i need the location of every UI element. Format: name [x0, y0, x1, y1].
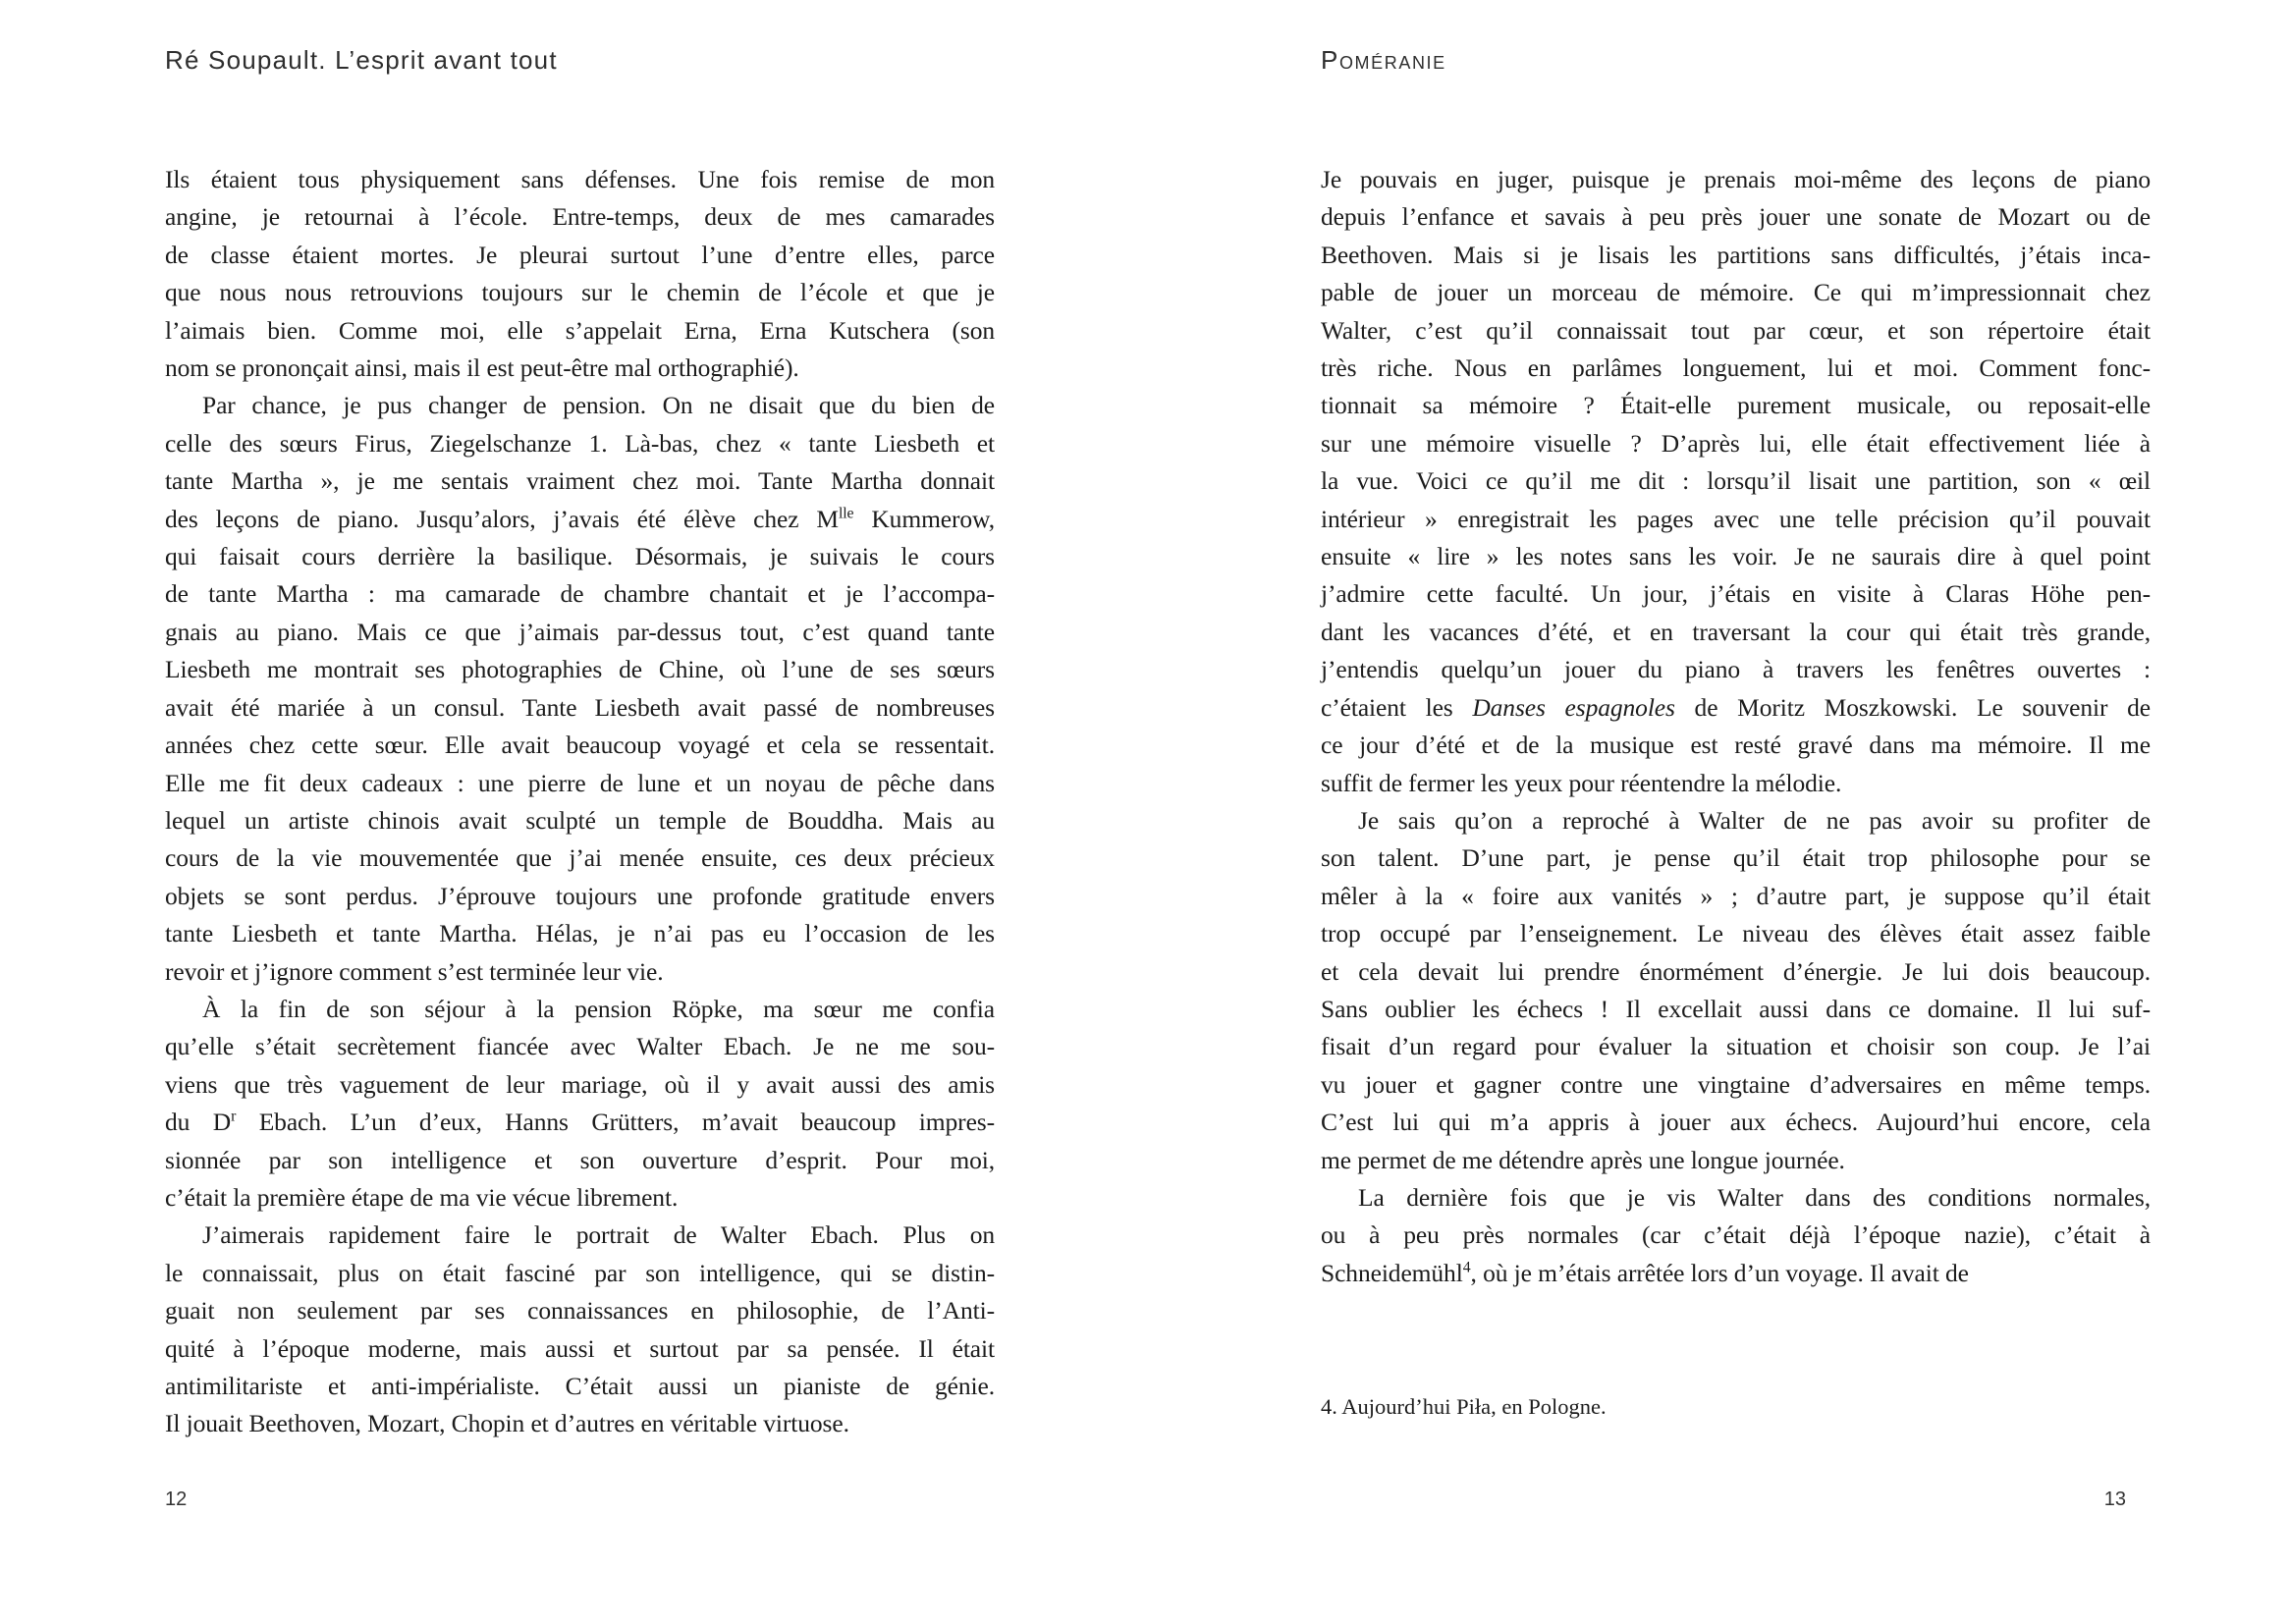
text-line: j’admire cette faculté. Un jour, j’étais en visite à Claras Höhe pen- — [1321, 579, 2151, 609]
text-line: Sans oublier les échecs ! Il excellait aussi dans ce domaine. Il lui suf- — [1321, 994, 2151, 1023]
text-line: intérieur » enregistrait les pages avec une telle précision qu’il pouvait — [1321, 504, 2151, 533]
text-line: la vue. Voici ce qu’il me dit : lorsqu’il lisait une partition, son « œil — [1321, 466, 2151, 496]
text-line: l’aimais bien. Comme moi, elle s’appelait Erna, Erna Kutschera (son — [165, 315, 995, 345]
text-line: tante Liesbeth et tante Martha. Hélas, je n’ai pas eu l’occasion de les — [165, 919, 995, 948]
text-line: angine, je retournai à l’école. Entre-temps, deux de mes camarades — [165, 202, 995, 232]
text-line: très riche. Nous en parlâmes longuement, lui et moi. Comment fonc- — [1321, 353, 2151, 383]
text-line: Liesbeth me montrait ses photographies de Chine, où l’une de ses sœurs — [165, 655, 995, 684]
text-line: depuis l’enfance et savais à peu près jouer une sonate de Mozart ou de — [1321, 202, 2151, 232]
text-line: avait été mariée à un consul. Tante Liesbeth avait passé de nombreuses — [165, 692, 995, 722]
text-line: c’étaient les Danses espagnoles de Moritz Moszkowski. Le souvenir de — [1321, 692, 2151, 722]
text-line: tante Martha », je me sentais vraiment chez moi. Tante Martha donnait — [165, 466, 995, 496]
text-line: vu jouer et gagner contre une vingtaine d’adversaires en même temps. — [1321, 1069, 2151, 1099]
text-line: ou à peu près normales (car c’était déjà l’époque nazie), c’était à — [1321, 1220, 2151, 1250]
text-line: que nous nous retrouvions toujours sur le chemin de l’école et que je — [165, 278, 995, 307]
text-line: Par chance, je pus changer de pension. On ne disait que du bien de — [202, 391, 995, 420]
text-line: ensuite « lire » les notes sans les voir. Je ne saurais dire à quel point — [1321, 542, 2151, 571]
text-line: qu’elle s’était secrètement fiancée avec Walter Ebach. Je ne me sou- — [165, 1032, 995, 1061]
text-line: objets se sont perdus. J’éprouve toujours une profonde gratitude envers — [165, 881, 995, 910]
text-line: dant les vacances d’été, et en traversant la cour qui était très grande, — [1321, 617, 2151, 646]
right-page-number: 13 — [2103, 1489, 2126, 1510]
left-running-header: Ré Soupault. L’esprit avant tout — [165, 45, 558, 75]
text-line: Beethoven. Mais si je lisais les partitions sans difficultés, j’étais inca- — [1321, 240, 2151, 269]
text-line: pable de jouer un morceau de mémoire. Ce qui m’impressionnait chez — [1321, 278, 2151, 307]
text-line: antimilitariste et anti-impérialiste. C’était aussi un pianiste de génie. — [165, 1372, 995, 1400]
text-line: de classe étaient mortes. Je pleurai surtout l’une d’entre elles, parce — [165, 240, 995, 269]
text-line: sur une mémoire visuelle ? D’après lui, elle était effectivement liée à — [1321, 428, 2151, 458]
text-line: C’est lui qui m’a appris à jouer aux échecs. Aujourd’hui encore, cela — [1321, 1108, 2151, 1137]
text-line: cours de la vie mouvementée que j’ai menée ensuite, ces deux précieux — [165, 843, 995, 873]
text-line: À la fin de son séjour à la pension Röpke, ma sœur me confia — [202, 994, 995, 1023]
paragraph — [1321, 802, 2151, 1179]
paragraph — [165, 1217, 995, 1442]
text-line: guait non seulement par ses connaissances en philosophie, de l’Anti- — [165, 1296, 995, 1326]
paragraph — [1321, 1179, 2151, 1292]
text-line: du $D^r$ Ebach. L’un d’eux, Hanns Grütters, m’avait beaucoup impres- — [165, 1108, 996, 1137]
text-line: son talent. D’une part, je pense qu’il était trop philosophe pour se — [1321, 843, 2151, 873]
text-line: Ils étaient tous physiquement sans défenses. Une fois remise de mon — [165, 165, 995, 193]
text-line: Schneidemühl$^4$, où je m’étais arrêtée lors d’un voyage. Il avait de — [1321, 1258, 1969, 1287]
paragraph — [165, 991, 995, 1217]
text-line: années chez cette sœur. Elle avait beaucoup voyagé et cela se ressentait. — [165, 731, 995, 760]
text-line: suffit de fermer les yeux pour réentendre la mélodie. — [1321, 768, 1842, 797]
left-page-number: 12 — [165, 1489, 188, 1510]
text-line: nom se prononçait ainsi, mais il est peut-être mal orthographié). — [165, 353, 799, 383]
text-line: c’était la première étape de ma vie vécue librement. — [165, 1182, 679, 1212]
text-line: des leçons de piano. Jusqu’alors, j’avais été élève chez $M^{lle}$ Kummerow, — [165, 504, 995, 533]
text-line: gnais au piano. Mais ce que j’aimais par-dessus tout, c’est quand tante — [165, 617, 995, 646]
text-line: revoir et j’ignore comment s’est terminée leur vie. — [165, 956, 664, 986]
text-line: j’entendis quelqu’un jouer du piano à travers les fenêtres ouvertes : — [1321, 655, 2151, 684]
text-line: La dernière fois que je vis Walter dans des conditions normales, — [1358, 1182, 2151, 1212]
text-line: viens que très vaguement de leur mariage, où il y avait aussi des amis — [165, 1069, 995, 1099]
text-line: qui faisait cours derrière la basilique. Désormais, je suivais le cours — [165, 542, 995, 571]
text-line: lequel un artiste chinois avait sculpté un temple de Bouddha. Mais au — [165, 805, 995, 835]
left-page-text-column — [165, 161, 995, 1443]
text-line: et cela devait lui prendre énormément d’énergie. Je lui dois beaucoup. — [1321, 956, 2151, 986]
right-page-text-column — [1321, 161, 2151, 1292]
text-line: Walter, c’est qu’il connaissait tout par cœur, et son répertoire était — [1321, 315, 2151, 345]
right-running-header: Poméranie — [1321, 45, 1446, 75]
text-line: le connaissait, plus on était fasciné par son intelligence, qui se distin- — [165, 1258, 995, 1287]
text-line: mêler à la « foire aux vanités » ; d’autre part, je suppose qu’il était — [1321, 881, 2151, 910]
text-line: trop occupé par l’enseignement. Le niveau des élèves était assez faible — [1321, 919, 2151, 948]
text-line: ce jour d’été et de la musique est resté gravé dans ma mémoire. Il me — [1321, 731, 2151, 760]
text-line: fisait d’un regard pour évaluer la situation et choisir son coup. Je l’ai — [1321, 1032, 2151, 1061]
text-line: celle des sœurs Firus, Ziegelschanze 1. Là-bas, chez « tante Liesbeth et — [165, 428, 995, 458]
text-line: Je pouvais en juger, puisque je prenais moi-même des leçons de piano — [1321, 165, 2151, 193]
text-line: me permet de me détendre après une longue journée. — [1321, 1145, 1845, 1174]
paragraph — [165, 161, 995, 387]
text-line: J’aimerais rapidement faire le portrait de Walter Ebach. Plus on — [202, 1220, 995, 1250]
text-line: tionnait sa mémoire ? Était-elle purement musicale, ou reposait-elle — [1321, 391, 2151, 420]
text-line: Elle me fit deux cadeaux : une pierre de lune et un noyau de pêche dans — [165, 768, 995, 797]
text-line: quité à l’époque moderne, mais aussi et surtout par sa pensée. Il était — [165, 1333, 995, 1363]
paragraph — [1321, 161, 2151, 802]
text-line: Il jouait Beethoven, Mozart, Chopin et d’autres en véritable virtuose. — [165, 1409, 849, 1438]
text-line: Je sais qu’on a reproché à Walter de ne pas avoir su profiter de — [1358, 805, 2151, 835]
paragraph — [165, 387, 995, 991]
footnote: 4. Aujourd’hui Piła, en Pologne. — [1321, 1394, 1607, 1419]
text-line: sionnée par son intelligence et son ouverture d’esprit. Pour moi, — [165, 1145, 995, 1174]
text-line: de tante Martha : ma camarade de chambre chantait et je l’accompa- — [165, 579, 995, 609]
